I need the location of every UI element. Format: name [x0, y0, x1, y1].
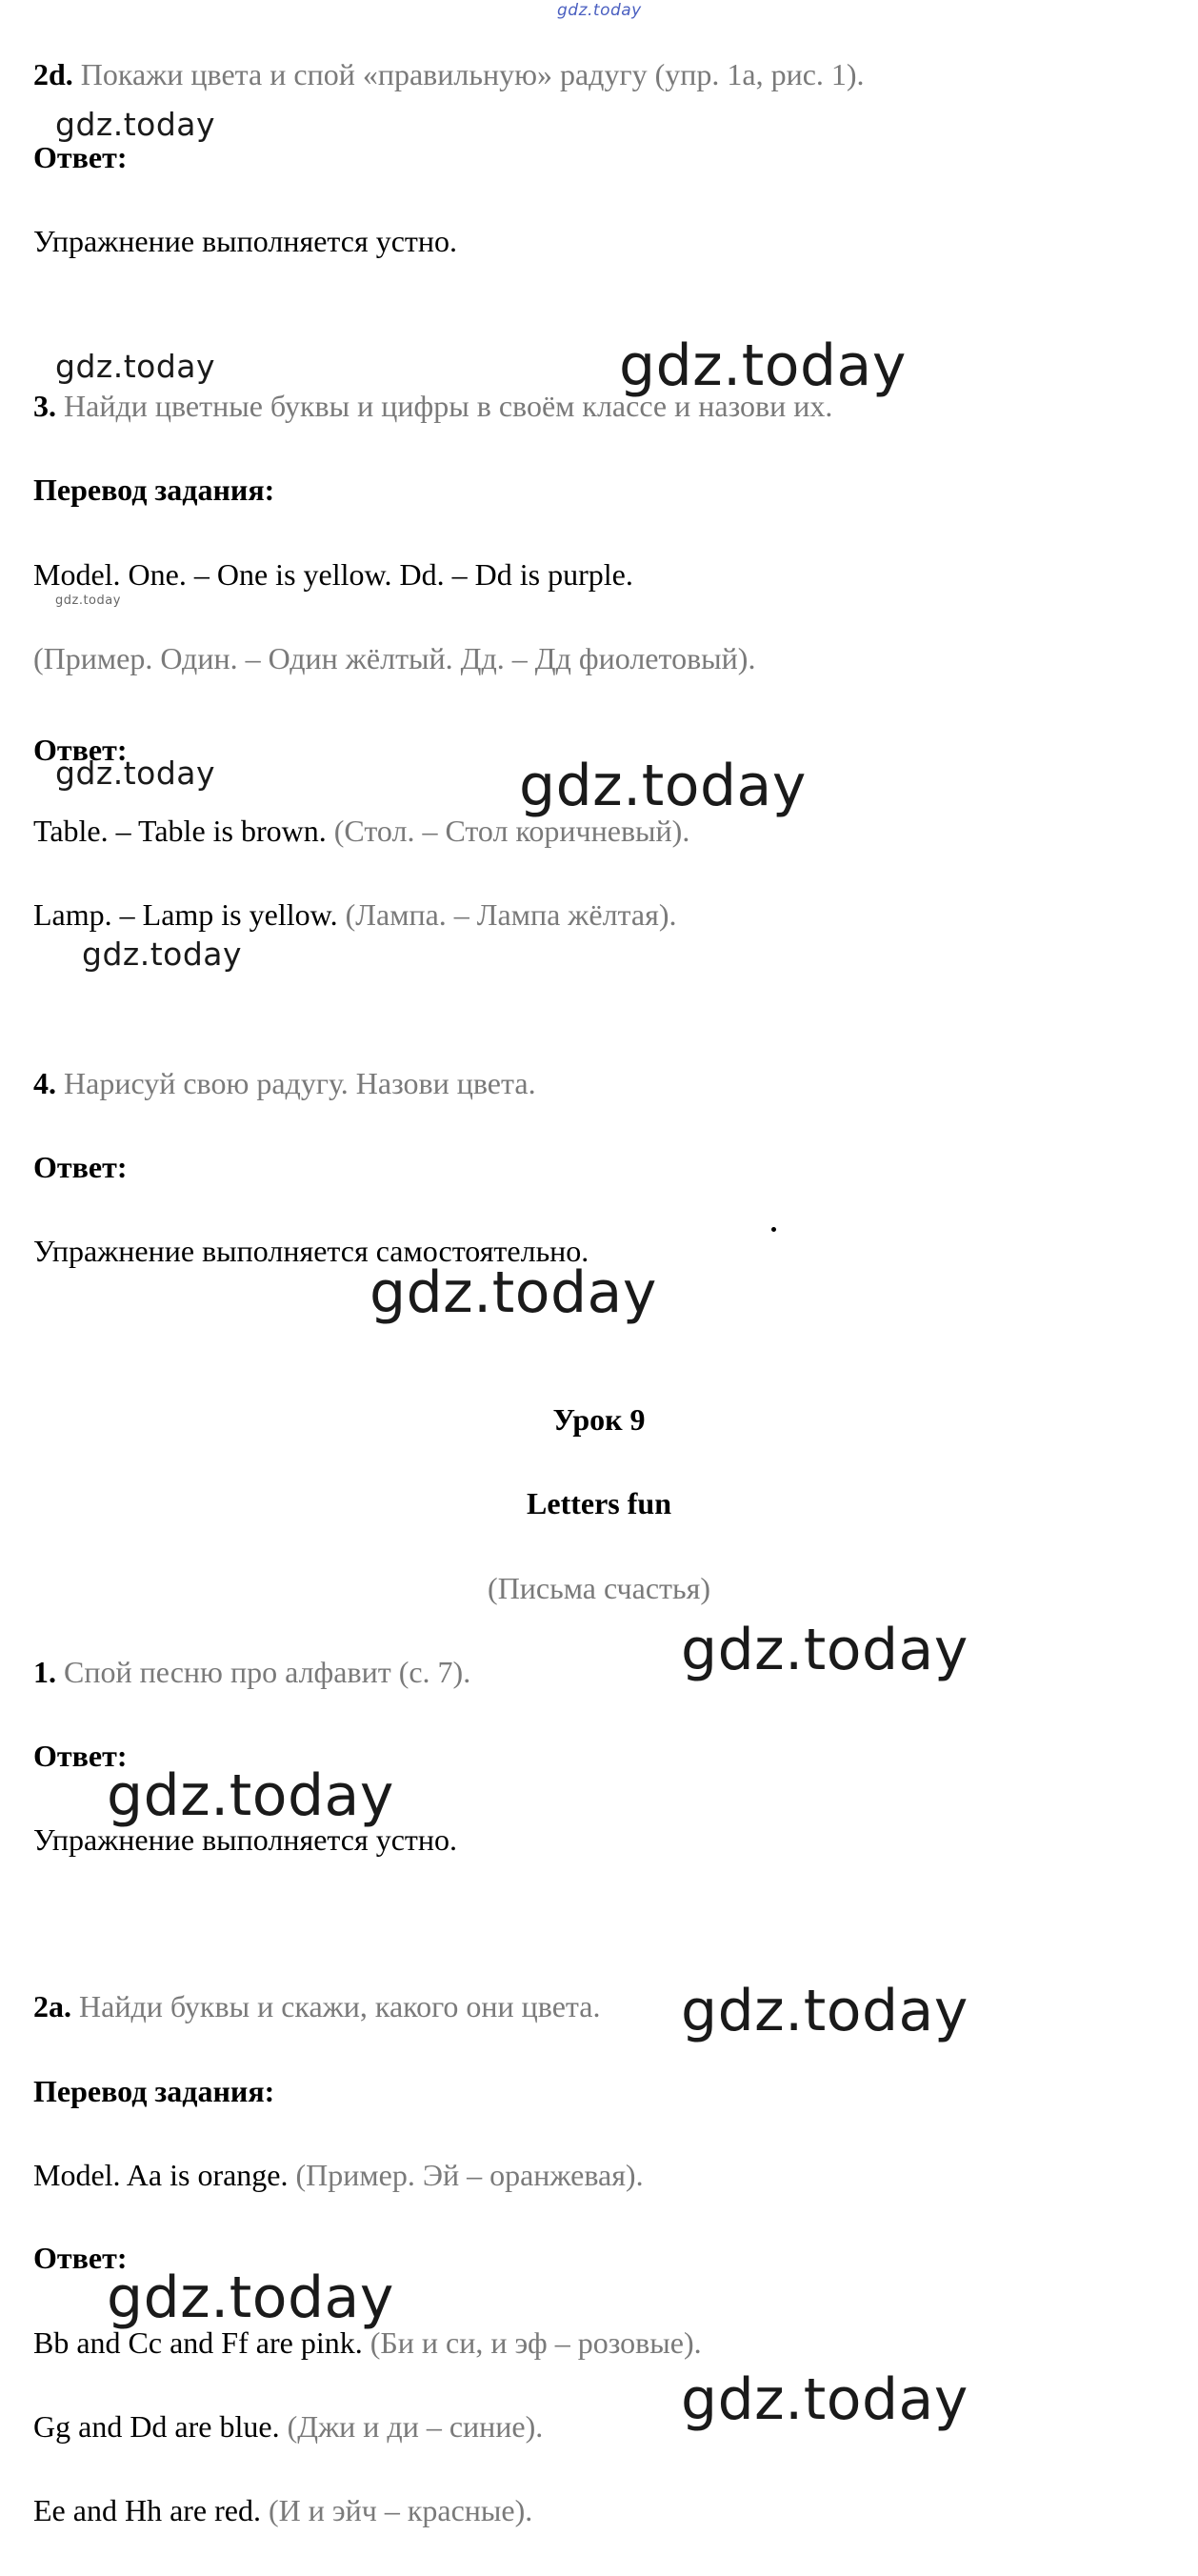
task-text: Найди буквы и скажи, какого они цвета.: [79, 1989, 601, 2023]
model-line: [33, 2156, 1165, 2194]
answer-label: Ответ:: [33, 733, 128, 767]
task-number: 4.: [33, 1066, 56, 1100]
answer-text: Упражнение выполняется устно.: [33, 224, 457, 258]
translation-label: Перевод задания:: [33, 473, 275, 507]
model-english: Model. Aa is orange.: [33, 2158, 289, 2192]
model-text: Model. One. – One is yellow. Dd. – Dd is purple.: [33, 557, 633, 592]
answer-russian: (Би и си, и эф – розовые).: [369, 2325, 702, 2360]
answer-russian: (Джи и ди – синие).: [287, 2409, 544, 2444]
task-number: 3.: [33, 389, 56, 423]
task-number: 2d.: [33, 57, 73, 91]
watermark: gdz.today: [681, 2366, 968, 2433]
task-text: Спой песню про алфавит (с. 7).: [64, 1655, 471, 1689]
answer-english: Table. – Table is brown.: [33, 814, 327, 848]
watermark: gdz.today: [619, 332, 907, 399]
watermark: gdz.today: [82, 936, 243, 973]
model-russian: (Пример. Эй – оранжевая).: [295, 2158, 644, 2192]
watermark: gdz.today: [681, 1617, 968, 1683]
watermark: gdz.today: [107, 1762, 394, 1829]
answer-label: Ответ:: [33, 2241, 128, 2275]
watermark: gdz.today: [519, 753, 807, 819]
answer-line: [33, 2407, 1165, 2445]
model-translation: (Пример. Один. – Один жёлтый. Дд. – Дд фиолетовый).: [33, 641, 756, 675]
watermark: gdz.today: [107, 2264, 394, 2331]
watermark: gdz.today: [55, 755, 216, 792]
lesson-subtitle: Letters fun: [527, 1486, 671, 1520]
task-3: [33, 387, 1165, 425]
answer-label: Ответ:: [33, 1150, 128, 1184]
translation-label: Перевод задания:: [33, 2074, 275, 2108]
watermark: gdz.today: [369, 1259, 657, 1326]
task-4: [33, 1064, 1165, 1102]
answer-english: Ee and Hh are red.: [33, 2493, 261, 2527]
answer-label: Ответ:: [33, 140, 128, 174]
answer-line: [33, 896, 1165, 934]
answer-russian: (Стол. – Стол коричневый).: [333, 814, 690, 848]
stray-dot: [771, 1227, 776, 1232]
answer-english: Gg and Dd are blue.: [33, 2409, 280, 2444]
watermark: gdz.today: [681, 1978, 968, 2044]
answer-english: Lamp. – Lamp is yellow.: [33, 897, 338, 932]
task-2a: [33, 1987, 1165, 2025]
answer-english: Bb and Cc and Ff are pink.: [33, 2325, 363, 2360]
task-text: Нарисуй свою радугу. Назови цвета.: [64, 1066, 536, 1100]
task-number: 2a.: [33, 1989, 71, 2023]
task-2d: [33, 55, 1165, 93]
task-1: [33, 1653, 1165, 1691]
answer-text: Упражнение выполняется устно.: [33, 1822, 457, 1857]
lesson-subtitle-translation: (Письма счастья): [488, 1571, 710, 1605]
answer-russian: (И и эйч – красные).: [268, 2493, 533, 2527]
answer-text: Упражнение выполняется самостоятельно.: [33, 1234, 589, 1268]
watermark: gdz.today: [55, 594, 121, 608]
answer-label: Ответ:: [33, 1739, 128, 1773]
task-text: Найди цветные буквы и цифры в своём классе и назови их.: [64, 389, 833, 423]
task-text: Покажи цвета и спой «правильную» радугу (упр. 1а, рис. 1).: [80, 57, 865, 91]
header-watermark: gdz.today: [557, 1, 642, 20]
watermark: gdz.today: [55, 106, 216, 143]
task-number: 1.: [33, 1655, 56, 1689]
answer-russian: (Лампа. – Лампа жёлтая).: [345, 897, 677, 932]
answer-line: [33, 2491, 1165, 2529]
lesson-title: Урок 9: [552, 1402, 646, 1437]
watermark: gdz.today: [55, 348, 216, 385]
